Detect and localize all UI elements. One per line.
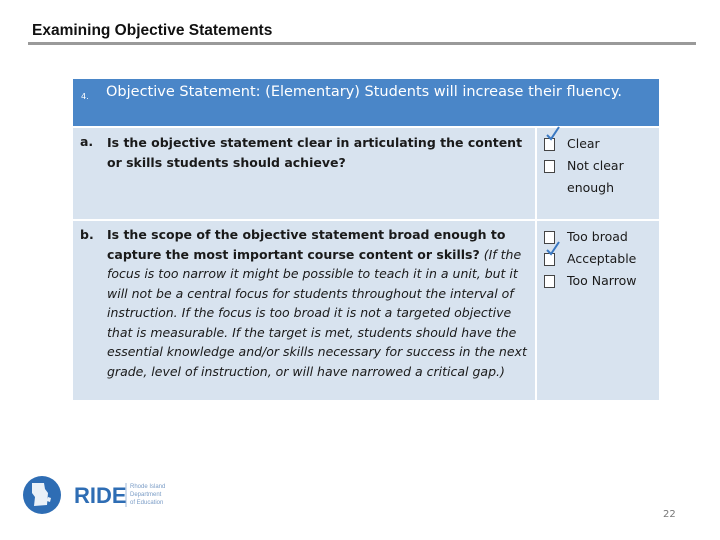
row-question — [107, 225, 527, 381]
logo-subtitle-1: Rhode Island — [130, 484, 166, 490]
question-header — [73, 79, 659, 126]
criteria-row-b — [73, 221, 659, 400]
row-letter: b. — [80, 227, 94, 242]
logo-subtitle-2: Department — [130, 492, 162, 498]
option-label: Too broad — [567, 229, 628, 244]
question-number: 4. — [81, 92, 89, 101]
logo-subtitle-3: of Education — [130, 500, 164, 506]
question-text-bold: Is the scope of the objective statement broad enough to capture the most important course content or skills? — [107, 227, 506, 262]
row-letter: a. — [80, 134, 94, 149]
ride-logo — [22, 475, 182, 515]
checkbox[interactable] — [544, 275, 555, 288]
rhode-island-shape-icon — [23, 476, 61, 514]
option-list — [535, 226, 659, 292]
title-underline — [28, 42, 696, 45]
option-list — [535, 133, 659, 199]
criteria-row-a — [73, 128, 659, 219]
option-acceptable[interactable] — [535, 248, 659, 270]
option-label: Too Narrow — [567, 273, 637, 288]
checkbox[interactable] — [544, 160, 555, 173]
row-question — [107, 133, 527, 172]
option-label: Not clear enough — [567, 158, 624, 195]
checkmark-icon — [545, 241, 561, 257]
option-label: Acceptable — [567, 251, 637, 266]
option-not-clear[interactable] — [535, 155, 659, 199]
objective-statement: Objective Statement: (Elementary) Students will increase their fluency. — [106, 84, 622, 100]
slide-title: Examining Objective Statements — [32, 22, 273, 39]
option-too-narrow[interactable] — [535, 270, 659, 292]
question-text-bold: Is the objective statement clear in articulating the content or skills students should achieve? — [107, 135, 523, 170]
page-number: 22 — [663, 509, 676, 520]
checkmark-icon — [545, 126, 561, 142]
logo-wordmark: RIDE — [74, 483, 127, 508]
option-label: Clear — [567, 136, 600, 151]
option-clear[interactable] — [535, 133, 659, 155]
question-text-italic: (If the focus is too narrow it might be possible to teach it in a unit, but it will not be a central focus for students throughout the interval of instruction. If the focus is too broad it is not a targeted objective that is measurable. If the target is met, students should have the essential knowledge and/or skills necessary for success in the next grade, level of instruction, or will have narrowed a critical gap.) — [107, 246, 527, 379]
